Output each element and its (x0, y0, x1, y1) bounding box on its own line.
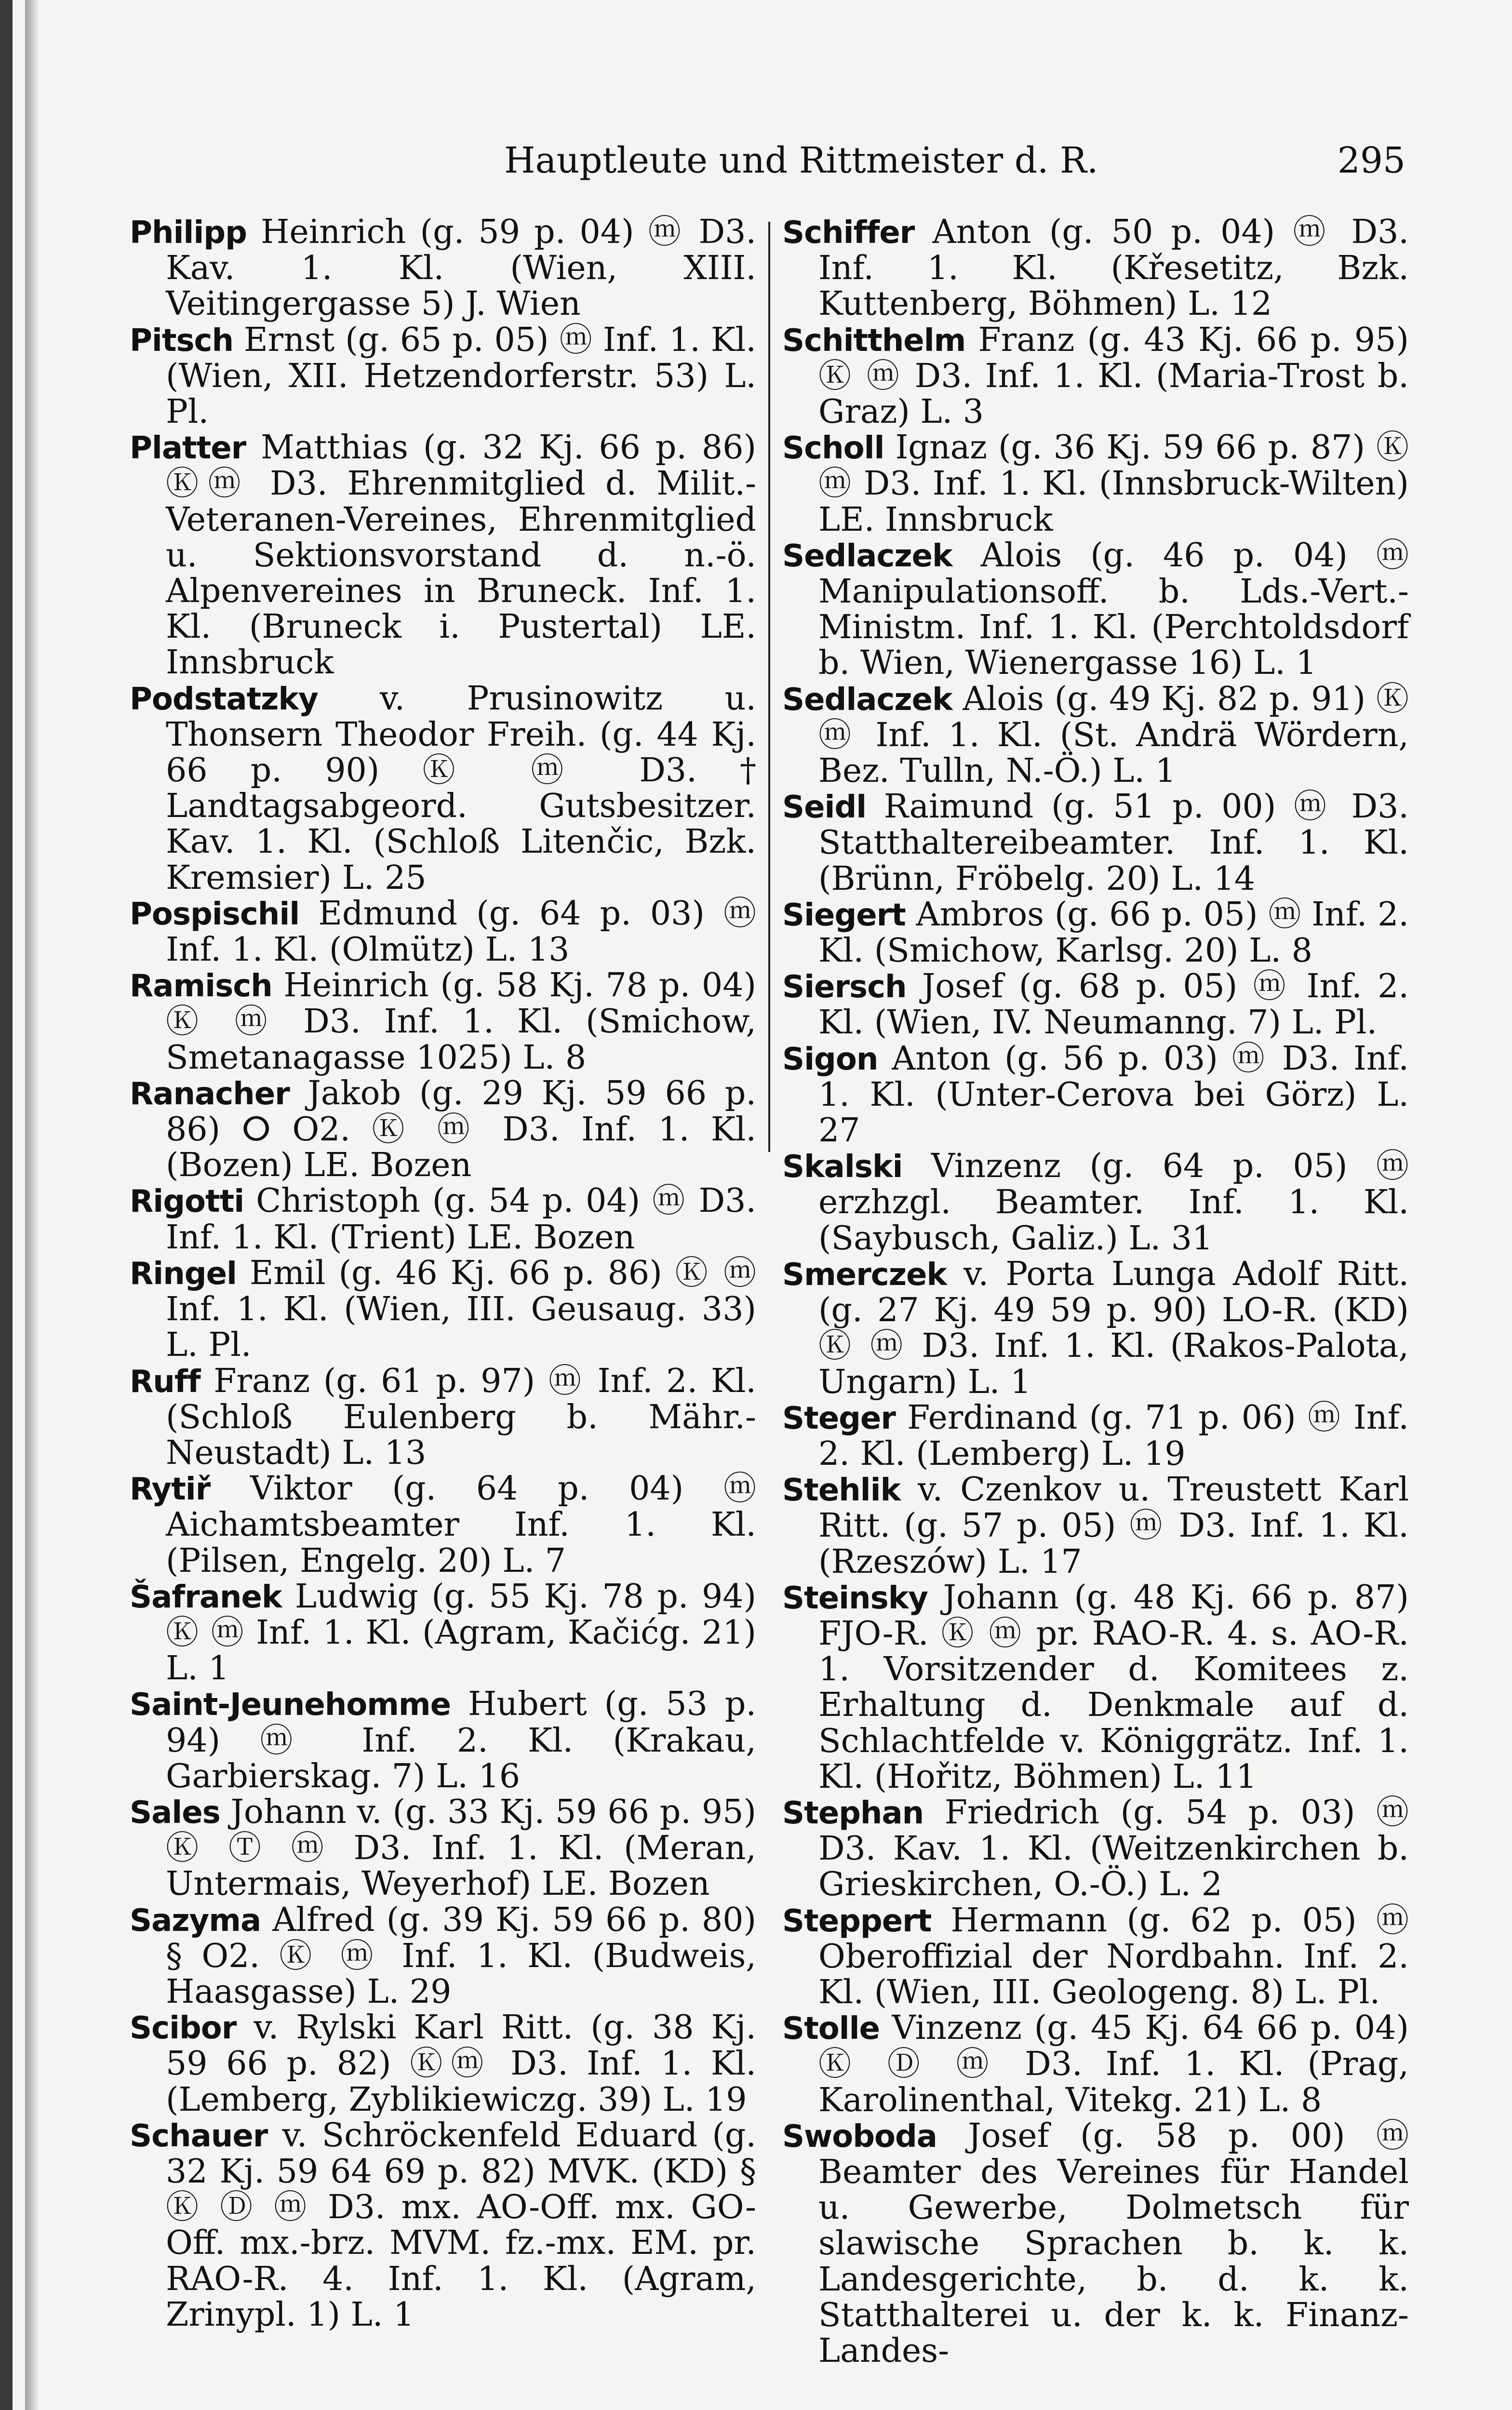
directory-entry (782, 1580, 1409, 1795)
entry-details: v. Prusinowitz u. Thonsern Theodor Freih. (g. 44 Kj. 66 p. 90) Ⓚ ⓜ D3. † Landtagsabgeord. Gutsbesitzer. Kav. 1. Kl. (Schloß Litenčic, Bzk. Kremsier) L. 25 (166, 679, 756, 897)
entry-surname: Rytiř (130, 1472, 211, 1508)
directory-entry (130, 1471, 756, 1579)
directory-entry (782, 322, 1409, 430)
entry-surname: Swoboda (782, 2118, 937, 2155)
column-divider (768, 222, 770, 1152)
entry-surname: Podstatzky (130, 681, 318, 717)
directory-entry (782, 1903, 1409, 2011)
entry-details: Anton (g. 50 p. 04) ⓜ D3. Inf. 1. Kl. (Křesetitz, Bzk. Kuttenberg, Böhmen) L. 12 (818, 213, 1409, 323)
directory-entry (782, 1472, 1409, 1580)
entry-surname: Rigotti (130, 1184, 244, 1220)
entry-details: Christoph (g. 54 p. 04) ⓜ D3. Inf. 1. Kl. (Trient) LE. Bozen (166, 1182, 756, 1257)
entry-details: v. Czenkov u. Treustett Karl Ritt. (g. 57 p. 05) ⓜ D3. Inf. 1. Kl. (Rzeszów) L. 17 (818, 1471, 1409, 1581)
entry-details: Hermann (g. 62 p. 05) ⓜ Oberoffizial der Nordbahn. Inf. 2. Kl. (Wien, III. Geologeng. 8) L. Pl. (818, 1901, 1409, 2011)
entry-surname: Skalski (782, 1149, 903, 1185)
entry-surname: Šafranek (130, 1579, 282, 1615)
entry-surname: Ramisch (130, 968, 272, 1004)
entry-details: Heinrich (g. 59 p. 04) ⓜ D3. Kav. 1. Kl. (Wien, XIII. Veitingergasse 5) J. Wien (166, 213, 756, 323)
entry-details: Johann v. (g. 33 Kj. 59 66 p. 95) Ⓚ Ⓣ ⓜ D3. Inf. 1. Kl. (Meran, Untermais, Weyerhof) LE. Bozen (166, 1793, 756, 1903)
entry-surname: Ruff (130, 1364, 201, 1400)
right-column (782, 214, 1409, 2369)
entry-surname: Stephan (782, 1795, 924, 1831)
page-header (504, 140, 1405, 193)
directory-entry (130, 2010, 756, 2118)
entry-surname: Sales (130, 1794, 220, 1831)
entry-surname: Stehlik (782, 1473, 901, 1509)
entry-details: Ernst (g. 65 p. 05) ⓜ Inf. 1. Kl. (Wien, XII. Hetzendorferstr. 53) L. Pl. (166, 321, 756, 431)
entry-surname: Schiffer (782, 215, 915, 251)
directory-entry (130, 681, 756, 896)
entry-surname: Pospischil (130, 896, 300, 932)
entry-details: Matthias (g. 32 Kj. 66 p. 86) Ⓚⓜ D3. Ehrenmitglied d. Milit.-Veteranen-Vereines, Ehrenmitglied u. Sektionsvorstand d. n.-ö. Alpenvereines in Bruneck. Inf. 1. Kl. (Bruneck i. Pustertal) LE. Innsbruck (166, 428, 756, 682)
entry-details: v. Schröckenfeld Eduard (g. 32 Kj. 59 64 69 p. 82) MVK. (KD) § Ⓚ Ⓓ ⓜ D3. mx. AO-Off. mx. GO-Off. mx.-brz. MVM. fz.-mx. EM. pr. RAO-R. 4. Inf. 1. Kl. (Agram, Zrinypl. 1) L. 1 (166, 2116, 756, 2334)
directory-entry (130, 2118, 756, 2333)
directory-entry (130, 1794, 756, 1902)
running-title: Hauptleute und Rittmeister d. R. (504, 140, 1098, 181)
directory-entry (782, 538, 1409, 682)
entry-details: Viktor (g. 64 p. 04) ⓜ Aichamtsbeamter Inf. 1. Kl. (Pilsen, Engelg. 20) L. 7 (166, 1470, 756, 1580)
entry-surname: Schitthelm (782, 322, 966, 359)
entry-details: Ferdinand (g. 71 p. 06) ⓜ Inf. 2. Kl. (Lemberg) L. 19 (818, 1398, 1409, 1473)
entry-details: Hubert (g. 53 p. 94) ⓜ Inf. 2. Kl. (Krakau, Garbierskag. 7) L. 16 (166, 1685, 756, 1795)
entry-surname: Platter (130, 430, 246, 467)
entry-details: Vinzenz (g. 45 Kj. 64 66 p. 04) Ⓚ Ⓓ ⓜ D3. Inf. 1. Kl. (Prag, Karolinenthal, Vitekg. 21) L. 8 (818, 2009, 1409, 2119)
entry-surname: Steinsky (782, 1580, 928, 1616)
page-gutter (25, 0, 40, 2410)
entry-surname: Scholl (782, 430, 884, 467)
entry-details: Raimund (g. 51 p. 00) ⓜ D3. Statthaltereibeamter. Inf. 1. Kl. (Brünn, Fröbelg. 20) L. 14 (818, 788, 1409, 898)
directory-entry (130, 1902, 756, 2010)
directory-entry (130, 968, 756, 1076)
entry-surname: Saint-Jeunehomme (130, 1687, 451, 1723)
entry-surname: Stolle (782, 2011, 880, 2047)
entry-details: Alfred (g. 39 Kj. 59 66 p. 80) § O2. Ⓚ ⓜ Inf. 1. Kl. (Budweis, Haasgasse) L. 29 (166, 1901, 756, 2011)
entry-details: Emil (g. 46 Kj. 66 p. 86) Ⓚ ⓜ Inf. 1. Kl. (Wien, III. Geusaug. 33) L. Pl. (166, 1254, 756, 1365)
entry-surname: Philipp (130, 215, 247, 251)
entry-surname: Ranacher (130, 1076, 290, 1112)
directory-entry (782, 430, 1409, 538)
directory-entry (130, 1183, 756, 1255)
entry-surname: Siegert (782, 897, 906, 933)
entry-details: Heinrich (g. 58 Kj. 78 p. 04) Ⓚ ⓜ D3. Inf. 1. Kl. (Smichow, Smetanagasse 1025) L. 8 (166, 966, 756, 1077)
entry-details: Vinzenz (g. 64 p. 05) ⓜ erzhzgl. Beamter. Inf. 1. Kl. (Saybusch, Galiz.) L. 31 (818, 1147, 1409, 1258)
entry-details: Johann (g. 48 Kj. 66 p. 87) FJO-R. Ⓚ ⓜ pr. RAO-R. 4. s. AO-R. 1. Vorsitzender d. Komitees z. Erhaltung d. Denkmale auf d. Schlachtfelde v. Königgrätz. Inf. 1. Kl. (Hořitz, Böhmen) L. 11 (818, 1578, 1409, 1796)
directory-entry (782, 2118, 1409, 2369)
entry-surname: Steppert (782, 1903, 932, 1939)
entry-details: Franz (g. 43 Kj. 66 p. 95) Ⓚ ⓜ D3. Inf. 1. Kl. (Maria-Trost b. Graz) L. 3 (818, 321, 1409, 431)
directory-entry (130, 1687, 756, 1794)
entry-surname: Seidl (782, 790, 867, 826)
entry-details: Franz (g. 61 p. 97) ⓜ Inf. 2. Kl. (Schloß Eulenberg b. Mähr.-Neustadt) L. 13 (166, 1362, 756, 1472)
directory-entry (130, 1579, 756, 1687)
directory-entry (782, 1257, 1409, 1400)
entry-surname: Sigon (782, 1041, 878, 1077)
entry-surname: Ringel (130, 1256, 237, 1292)
directory-entry (782, 1149, 1409, 1257)
entry-details: Ludwig (g. 55 Kj. 78 p. 94) Ⓚ ⓜ Inf. 1. Kl. (Agram, Kačićg. 21) L. 1 (166, 1577, 756, 1688)
left-column (130, 214, 756, 2333)
entry-details: Ambros (g. 66 p. 05) ⓜ Inf. 2. Kl. (Smichow, Karlsg. 20) L. 8 (818, 895, 1409, 970)
directory-entry (130, 1256, 756, 1364)
directory-entry (782, 2010, 1409, 2118)
entry-surname: Schauer (130, 2118, 268, 2154)
page-number: 295 (1337, 140, 1405, 181)
directory-entry (782, 969, 1409, 1041)
directory-entry (782, 1795, 1409, 1903)
directory-entry (782, 682, 1409, 790)
entry-details: Ignaz (g. 36 Kj. 59 66 p. 87) Ⓚ ⓜ D3. Inf. 1. Kl. (Innsbruck-Wilten) LE. Innsbruck (818, 428, 1409, 539)
entry-details: Josef (g. 58 p. 00) ⓜ Beamter des Vereines für Handel u. Gewerbe, Dolmetsch für slawische Sprachen b. k. k. Landesgerichte, b. d. k. k. Statthalterei u. der k. k. Finanz-Landes- (818, 2116, 1409, 2370)
entry-surname: Sazyma (130, 1902, 261, 1939)
entry-surname: Sedlaczek (782, 682, 952, 718)
directory-entry (130, 214, 756, 322)
directory-entry (130, 896, 756, 968)
directory-entry (782, 1400, 1409, 1472)
entry-surname: Steger (782, 1400, 896, 1436)
entry-surname: Scibor (130, 2010, 237, 2047)
entry-details: v. Rylski Karl Ritt. (g. 38 Kj. 59 66 p. 82) Ⓚⓜ D3. Inf. 1. Kl. (Lemberg, Zyblikiewiczg. 39) L. 19 (166, 2008, 756, 2119)
directory-entry (782, 897, 1409, 969)
directory-entry (130, 322, 756, 430)
entry-surname: Sedlaczek (782, 538, 952, 574)
directory-entry (782, 214, 1409, 322)
entry-details: Josef (g. 68 p. 05) ⓜ Inf. 2. Kl. (Wien, IV. Neumanng. 7) L. Pl. (818, 967, 1409, 1042)
directory-entry (782, 789, 1409, 897)
directory-entry (130, 1076, 756, 1184)
entry-details: Edmund (g. 64 p. 03) ⓜ Inf. 1. Kl. (Olmütz) L. 13 (166, 894, 756, 969)
entry-surname: Smerczek (782, 1257, 947, 1293)
directory-entry (130, 430, 756, 681)
entry-details: Jakob (g. 29 Kj. 59 66 p. 86) ⵔ O2. Ⓚ ⓜ D3. Inf. 1. Kl. (Bozen) LE. Bozen (166, 1074, 756, 1185)
entry-details: Alois (g. 46 p. 04) ⓜ Manipulationsoff. b. Lds.-Vert.-Ministm. Inf. 1. Kl. (Perchtoldsdorf b. Wien, Wienergasse 16) L. 1 (818, 536, 1409, 683)
entry-details: Friedrich (g. 54 p. 03) ⓜ D3. Kav. 1. Kl. (Weitzenkirchen b. Grieskirchen, O.-Ö.) L. 2 (818, 1793, 1409, 1904)
entry-details: Anton (g. 56 p. 03) ⓜ D3. Inf. 1. Kl. (Unter-Cerova bei Görz) L. 27 (818, 1039, 1409, 1150)
directory-entry (782, 1041, 1409, 1149)
directory-entry (130, 1364, 756, 1472)
entry-details: v. Porta Lunga Adolf Ritt. (g. 27 Kj. 49 59 p. 90) LO-R. (KD) Ⓚ ⓜ D3. Inf. 1. Kl. (Rakos-Palota, Ungarn) L. 1 (818, 1255, 1409, 1401)
entry-details: Alois (g. 49 Kj. 82 p. 91) Ⓚ ⓜ Inf. 1. Kl. (St. Andrä Wördern, Bez. Tulln, N.-Ö.) L. 1 (818, 680, 1409, 790)
entry-surname: Pitsch (130, 322, 234, 359)
entry-surname: Siersch (782, 969, 907, 1005)
